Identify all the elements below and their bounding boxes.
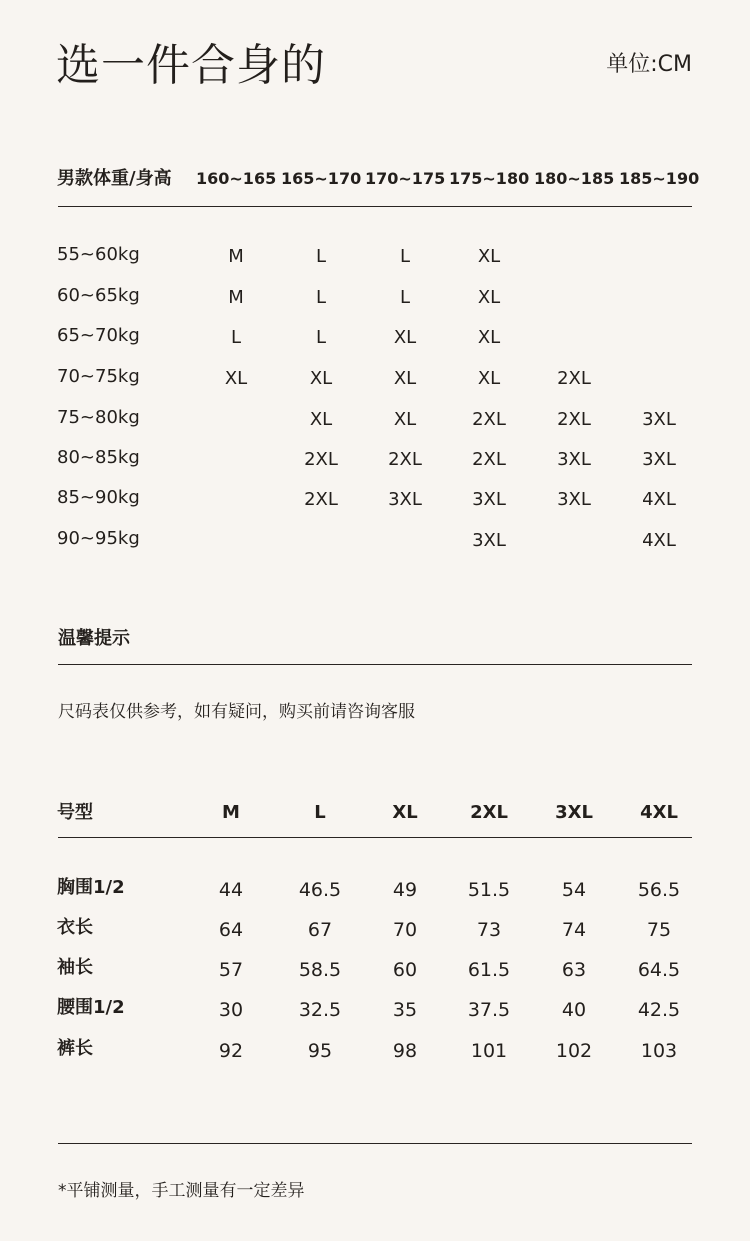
recommended-size: 3XL [472,530,506,551]
divider [58,206,692,207]
recommended-size: L [230,327,242,348]
measurement-value: 67 [307,919,333,941]
measurement-value: 95 [307,1040,333,1062]
weight-label: 55~60kg [57,244,140,265]
divider [58,1143,692,1144]
recommended-size: 4XL [642,530,676,551]
measurement-value: 57 [218,959,244,981]
size-header: 3XL [555,802,593,823]
measurement-value: 44 [218,879,244,901]
recommended-size: L [399,246,411,267]
recommended-size: XL [477,246,501,267]
height-header: 175~180 [449,169,530,188]
measurement-value: 58.5 [298,959,342,981]
weight-label: 65~70kg [57,325,140,346]
weight-height-header: 男款体重/身高 [57,168,172,189]
recommended-size: XL [477,368,501,389]
weight-label: 70~75kg [57,366,140,387]
measurement-value: 75 [646,919,672,941]
recommended-size: 2XL [304,449,338,470]
measurement-value: 61.5 [467,959,511,981]
recommended-size: XL [309,368,333,389]
measurement-value: 37.5 [467,999,511,1021]
measurement-value: 35 [392,999,418,1021]
recommended-size: 4XL [642,489,676,510]
recommended-size: XL [477,287,501,308]
height-header: 170~175 [365,169,446,188]
height-header: 160~165 [196,169,277,188]
measurement-value: 64 [218,919,244,941]
measurement-label: 胸围1/2 [57,877,125,898]
measurement-label: 裤长 [57,1038,93,1059]
size-header: L [314,802,326,823]
measurement-value: 92 [218,1040,244,1062]
recommended-size: 2XL [472,449,506,470]
recommended-size: XL [393,327,417,348]
measurement-value: 64.5 [637,959,681,981]
size-header: M [222,802,240,823]
page-title: 选一件合身的 [56,40,326,91]
measurement-value: 49 [392,879,418,901]
tips-text: 尺码表仅供参考，如有疑问，购买前请咨询客服 [58,702,415,722]
recommended-size: 3XL [557,489,591,510]
recommended-size: 3XL [642,449,676,470]
measurement-value: 98 [392,1040,418,1062]
size-header: XL [392,802,418,823]
measurement-label: 腰围1/2 [57,997,125,1018]
footnote: *平铺测量，手工测量有一定差异 [58,1181,305,1201]
recommended-size: 3XL [642,409,676,430]
measurement-value: 101 [470,1040,508,1062]
measurement-value: 56.5 [637,879,681,901]
measurement-value: 46.5 [298,879,342,901]
measurement-value: 30 [218,999,244,1021]
recommended-size: 3XL [472,489,506,510]
tips-title: 温馨提示 [58,628,130,649]
recommended-size: XL [224,368,248,389]
recommended-size: XL [309,409,333,430]
recommended-size: 3XL [557,449,591,470]
recommended-size: 2XL [472,409,506,430]
measurement-value: 73 [476,919,502,941]
recommended-size: L [399,287,411,308]
recommended-size: M [228,246,244,267]
divider [58,837,692,838]
measurement-value: 54 [561,879,587,901]
recommended-size: L [315,327,327,348]
weight-label: 90~95kg [57,528,140,549]
weight-label: 85~90kg [57,487,140,508]
measurement-value: 60 [392,959,418,981]
measurement-value: 103 [640,1040,678,1062]
recommended-size: XL [393,409,417,430]
height-header: 165~170 [281,169,362,188]
measurement-value: 74 [561,919,587,941]
weight-label: 60~65kg [57,285,140,306]
recommended-size: 2XL [557,409,591,430]
measurement-value: 40 [561,999,587,1021]
recommended-size: L [315,287,327,308]
height-header: 180~185 [534,169,615,188]
size-header: 2XL [470,802,508,823]
measurement-value: 102 [555,1040,593,1062]
recommended-size: M [228,287,244,308]
recommended-size: XL [393,368,417,389]
recommended-size: L [315,246,327,267]
measurement-label: 袖长 [57,957,93,978]
divider [58,664,692,665]
weight-label: 80~85kg [57,447,140,468]
measurement-value: 51.5 [467,879,511,901]
recommended-size: 2XL [557,368,591,389]
measurement-value: 63 [561,959,587,981]
recommended-size: 2XL [304,489,338,510]
measurement-value: 42.5 [637,999,681,1021]
recommended-size: 2XL [388,449,422,470]
measurement-label: 衣长 [57,917,93,938]
size-header: 4XL [640,802,678,823]
recommended-size: 3XL [388,489,422,510]
measurement-value: 70 [392,919,418,941]
unit-label: 单位:CM [606,52,692,77]
size-header-label: 号型 [57,802,93,823]
height-header: 185~190 [619,169,700,188]
recommended-size: XL [477,327,501,348]
weight-label: 75~80kg [57,407,140,428]
measurement-value: 32.5 [298,999,342,1021]
